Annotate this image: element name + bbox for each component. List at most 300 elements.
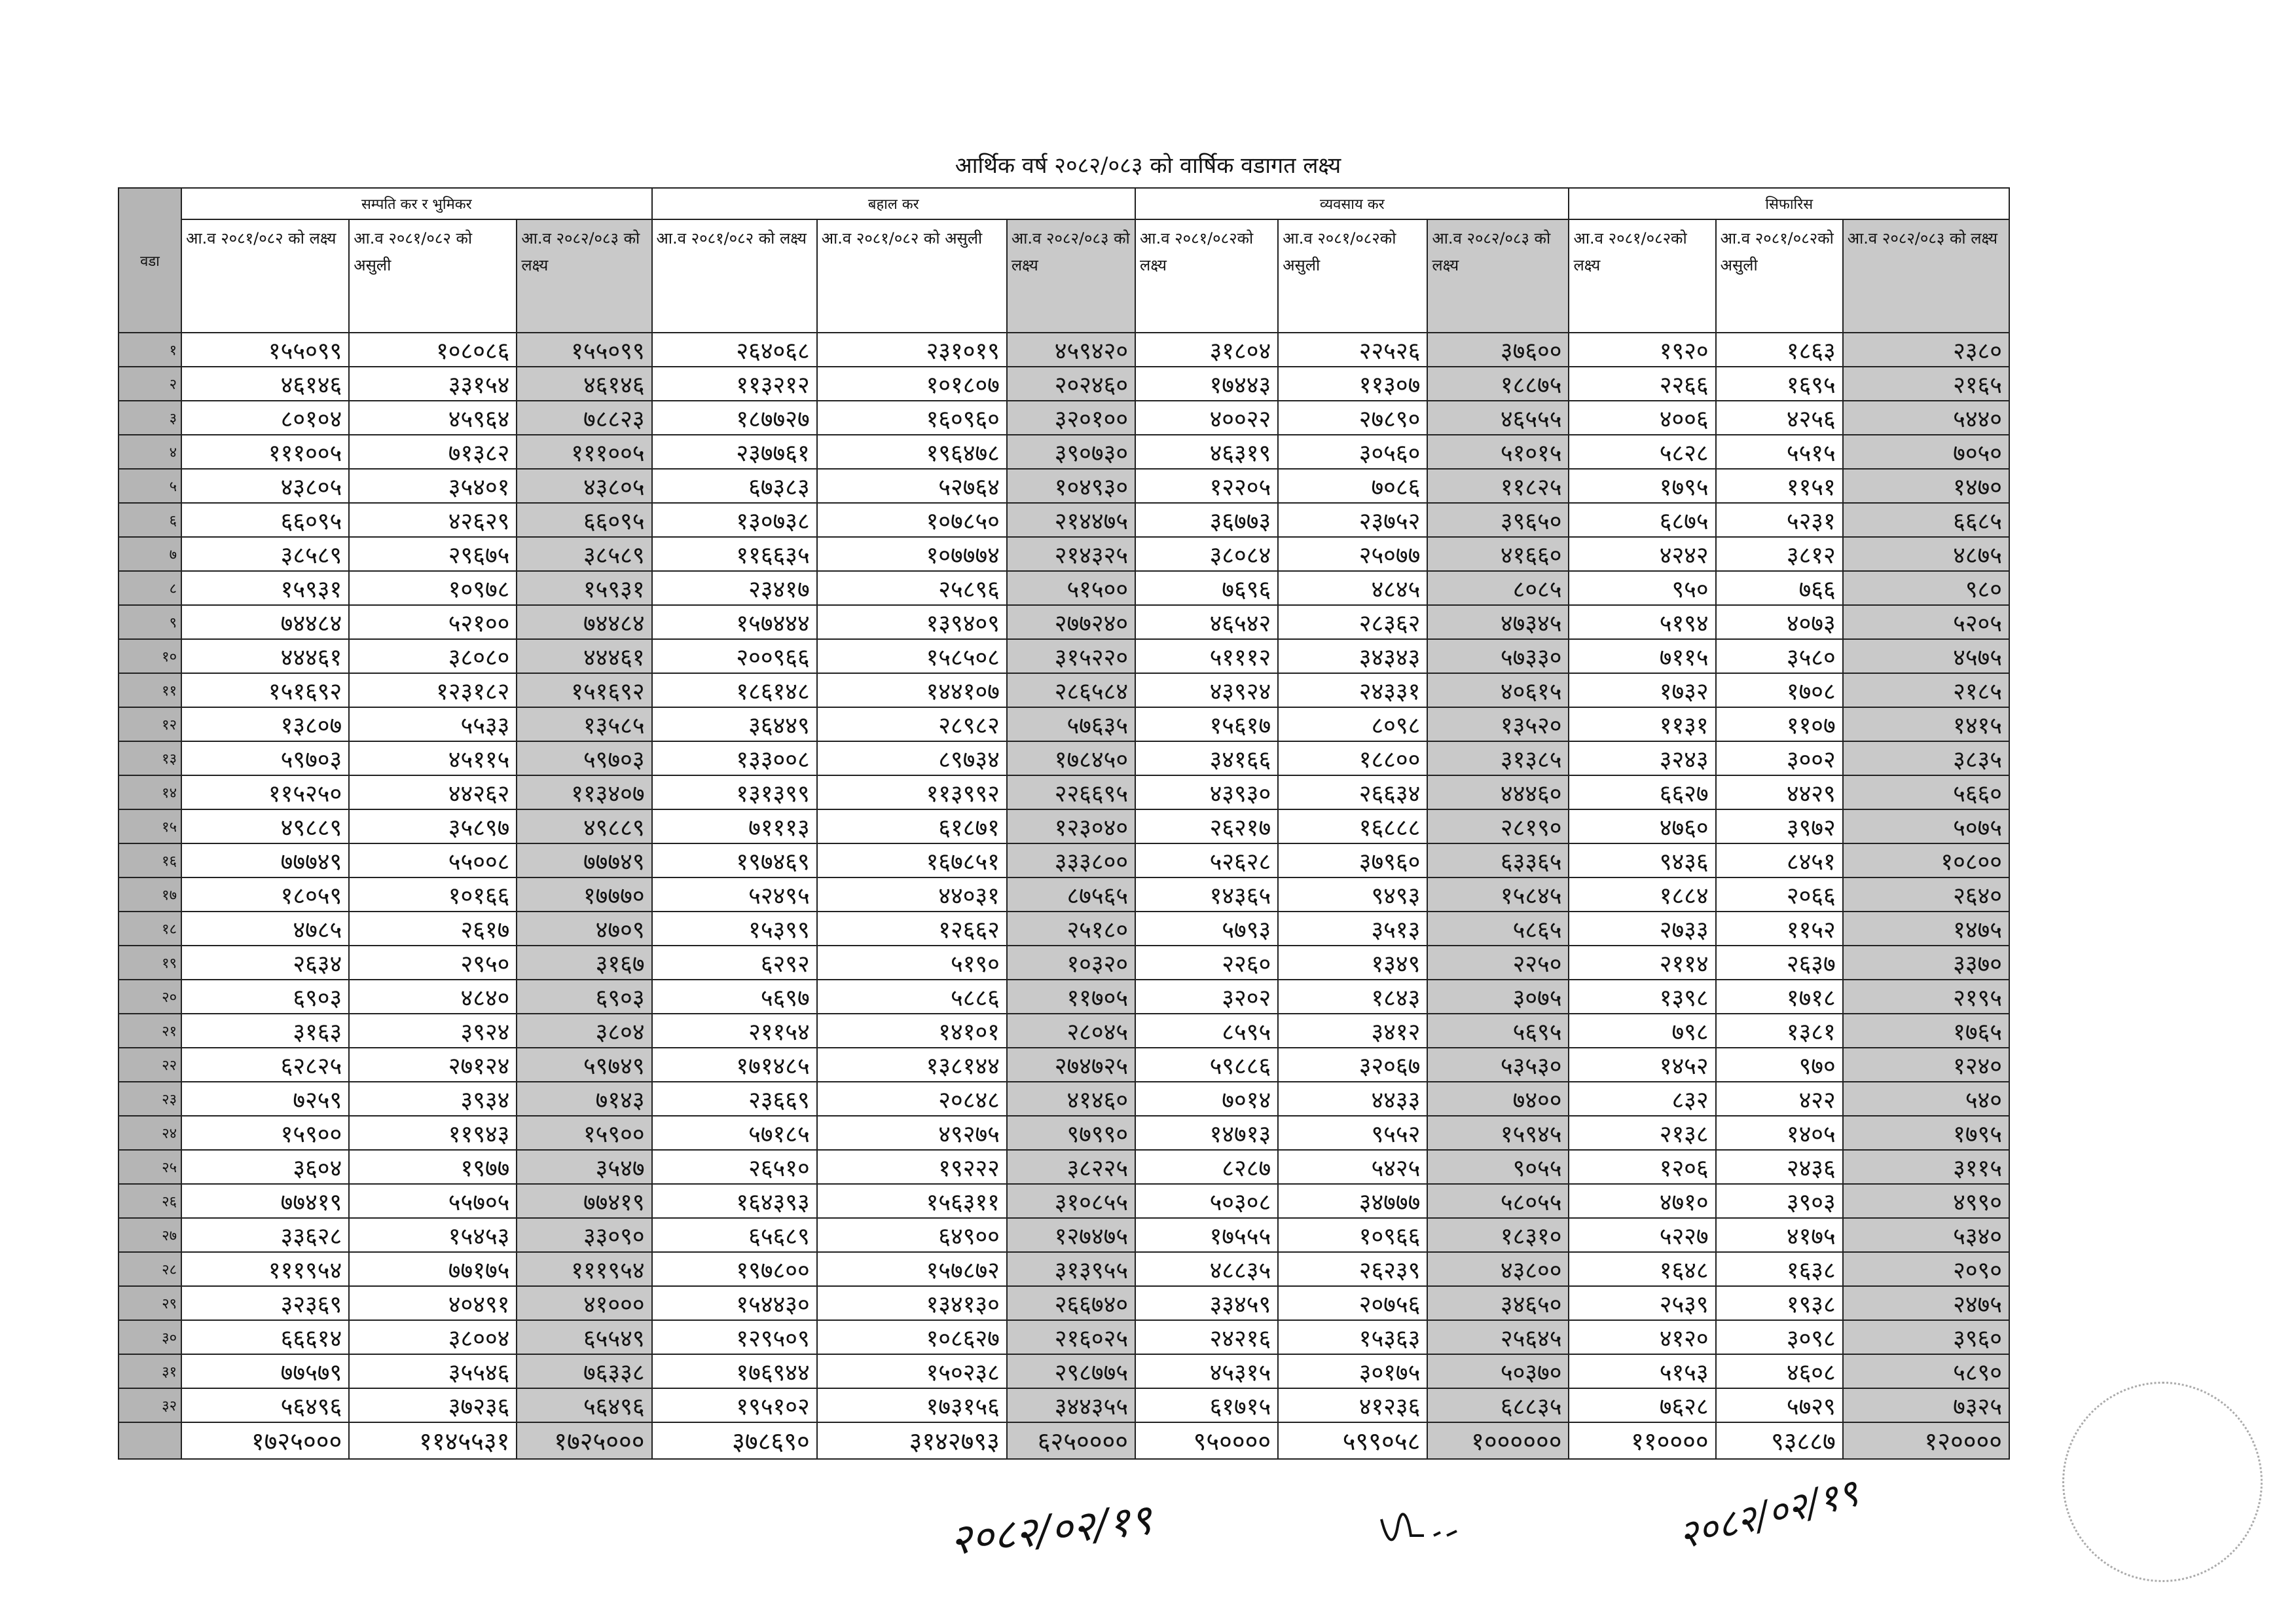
value-cell: १४७१३ <box>1135 1116 1278 1150</box>
value-cell: ११३०७ <box>1278 367 1427 401</box>
value-cell: ५२२७ <box>1569 1218 1715 1252</box>
value-cell: ५२४९५ <box>652 877 817 912</box>
table-row <box>118 1150 2009 1184</box>
value-cell: ५७९३ <box>1135 912 1278 946</box>
value-cell: ११३२१२ <box>652 367 817 401</box>
value-cell: १५८४५ <box>1427 877 1569 912</box>
value-cell: १५९३१ <box>181 571 349 605</box>
value-cell: २५०७७ <box>1278 537 1427 571</box>
value-cell: ४०७३ <box>1716 605 1843 639</box>
value-cell: २२५० <box>1427 946 1569 980</box>
table-row <box>118 639 2009 673</box>
value-cell: ७६९६ <box>1135 571 1278 605</box>
value-cell: ३७९६० <box>1278 843 1427 877</box>
value-cell: १७२५००० <box>517 1422 651 1459</box>
value-cell: २४३३१ <box>1278 673 1427 707</box>
value-cell: ३३७० <box>1843 946 2009 980</box>
value-cell: ४३८०५ <box>181 469 349 503</box>
value-cell: १८८७५ <box>1427 367 1569 401</box>
value-cell: २१४३२५ <box>1007 537 1135 571</box>
value-cell: ३९२४ <box>349 1014 517 1048</box>
table-row <box>118 1014 2009 1048</box>
value-cell: ४१००० <box>517 1286 651 1320</box>
value-cell: ८३२ <box>1569 1082 1715 1116</box>
value-cell: १६७८५१ <box>817 843 1007 877</box>
value-cell: १८३१० <box>1427 1218 1569 1252</box>
value-cell: १४७५ <box>1843 912 2009 946</box>
ward-number-cell: २९ <box>118 1286 181 1320</box>
value-cell: ३१३८५ <box>1427 741 1569 775</box>
value-cell: १५१६९२ <box>181 673 349 707</box>
value-cell: १३८०७ <box>181 707 349 741</box>
column-header: आ.व २०८१/०८२को असुली <box>1278 219 1427 333</box>
table-row <box>118 435 2009 469</box>
value-cell: ३९०७३० <box>1007 435 1135 469</box>
value-cell: ११३१ <box>1569 707 1715 741</box>
value-cell: १४१०१ <box>817 1014 1007 1048</box>
value-cell: ५२६२८ <box>1135 843 1278 877</box>
value-cell: २६३४ <box>181 946 349 980</box>
value-cell: ३३०९० <box>517 1218 651 1252</box>
ward-number-cell: ३० <box>118 1320 181 1354</box>
value-cell: १६३८ <box>1716 1252 1843 1286</box>
value-cell: ९३८८७ <box>1716 1422 1843 1459</box>
value-cell: २६२१७ <box>1135 809 1278 843</box>
value-cell: ३११५ <box>1843 1150 2009 1184</box>
value-cell: ४१६६० <box>1427 537 1569 571</box>
value-cell: १३४१३० <box>817 1286 1007 1320</box>
value-cell: २३६६९ <box>652 1082 817 1116</box>
value-cell: १९३८ <box>1716 1286 1843 1320</box>
value-cell: ३८५८९ <box>517 537 651 571</box>
value-cell: ५४४० <box>1843 401 2009 435</box>
value-cell: ११०७ <box>1716 707 1843 741</box>
value-cell: ३५५४६ <box>349 1354 517 1388</box>
value-cell: १०८०८६ <box>349 333 517 367</box>
value-cell: ५६४९६ <box>181 1388 349 1422</box>
value-cell: १०७७७४ <box>817 537 1007 571</box>
value-cell: ३५८० <box>1716 639 1843 673</box>
ward-number-cell: ४ <box>118 435 181 469</box>
ward-number-cell <box>118 1422 181 1459</box>
value-cell: १६०९६० <box>817 401 1007 435</box>
value-cell: २६४०६८ <box>652 333 817 367</box>
value-cell: ३६७७३ <box>1135 503 1278 537</box>
value-cell: ३८३५ <box>1843 741 2009 775</box>
value-cell: १८४३ <box>1278 980 1427 1014</box>
value-cell: ५१९० <box>817 946 1007 980</box>
value-cell: ५७३३० <box>1427 639 1569 673</box>
value-cell: ३२०६७ <box>1278 1048 1427 1082</box>
ward-header: वडा <box>118 188 181 333</box>
value-cell: ३०१७५ <box>1278 1354 1427 1388</box>
value-cell: ३७८६९० <box>652 1422 817 1459</box>
value-cell: ८०९८ <box>1278 707 1427 741</box>
value-cell: ४१७५ <box>1716 1218 1843 1252</box>
value-cell: ४२५६ <box>1716 401 1843 435</box>
value-cell: १३५८५ <box>517 707 651 741</box>
value-cell: २८३६२ <box>1278 605 1427 639</box>
value-cell: १७६९४४ <box>652 1354 817 1388</box>
value-cell: १५७४४४ <box>652 605 817 639</box>
value-cell: ४९९० <box>1843 1184 2009 1218</box>
ward-number-cell: ११ <box>118 673 181 707</box>
value-cell: १४०५ <box>1716 1116 1843 1150</box>
value-cell: २३४१७ <box>652 571 817 605</box>
value-cell: २७८९० <box>1278 401 1427 435</box>
value-cell: ११६६३५ <box>652 537 817 571</box>
value-cell: ६१८७१ <box>817 809 1007 843</box>
column-header: आ.व २०८२/०८३ को लक्ष्य <box>517 219 651 333</box>
value-cell: २२६६९५ <box>1007 775 1135 809</box>
value-cell: १६४८ <box>1569 1252 1715 1286</box>
value-cell: ११३९९२ <box>817 775 1007 809</box>
value-cell: ३६०४ <box>181 1150 349 1184</box>
value-cell: ३१०८५५ <box>1007 1184 1135 1218</box>
ward-number-cell: २३ <box>118 1082 181 1116</box>
value-cell: २०२४६० <box>1007 367 1135 401</box>
value-cell: २०७५६ <box>1278 1286 1427 1320</box>
ward-number-cell: २२ <box>118 1048 181 1082</box>
value-cell: १५६१७ <box>1135 707 1278 741</box>
value-cell: ३१८०४ <box>1135 333 1278 367</box>
value-cell: ५२०५ <box>1843 605 2009 639</box>
ward-number-cell: ६ <box>118 503 181 537</box>
ward-number-cell: ३१ <box>118 1354 181 1388</box>
value-cell: ४७३४५ <box>1427 605 1569 639</box>
value-cell: ७९८ <box>1569 1014 1715 1048</box>
value-cell: १३४९ <box>1278 946 1427 980</box>
value-cell: ७११५ <box>1569 639 1715 673</box>
value-cell: ७४४८४ <box>517 605 651 639</box>
value-cell: १५८५०८ <box>817 639 1007 673</box>
value-cell: २२५२६ <box>1278 333 1427 367</box>
value-cell: ४८४५ <box>1278 571 1427 605</box>
value-cell: ५०३०८ <box>1135 1184 1278 1218</box>
value-cell: ६२८२५ <box>181 1048 349 1082</box>
value-cell: ७०८६ <box>1278 469 1427 503</box>
value-cell: १३०७३८ <box>652 503 817 537</box>
page-title: आर्थिक वर्ष २०८२/०८३ को वार्षिक वडागत लक्ष्य <box>955 153 1341 179</box>
value-cell: ७७७४९ <box>181 843 349 877</box>
value-cell: १२७४७५ <box>1007 1218 1135 1252</box>
value-cell: ७७४१९ <box>181 1184 349 1218</box>
value-cell: ३१५२२० <box>1007 639 1135 673</box>
value-cell: ५९७४९ <box>517 1048 651 1082</box>
value-cell: १९२२२ <box>817 1150 1007 1184</box>
value-cell: १११००५ <box>517 435 651 469</box>
value-cell: ५०७५ <box>1843 809 2009 843</box>
value-cell: १२०६ <box>1569 1150 1715 1184</box>
value-cell: ६५५४९ <box>517 1320 651 1354</box>
value-cell: २६६७४० <box>1007 1286 1135 1320</box>
value-cell: १९७८०० <box>652 1252 817 1286</box>
value-cell: ३००२ <box>1716 741 1843 775</box>
value-cell: १३८१ <box>1716 1014 1843 1048</box>
value-cell: ३४४३५५ <box>1007 1388 1135 1422</box>
value-cell: ५१५०० <box>1007 571 1135 605</box>
value-cell: १५१६९२ <box>517 673 651 707</box>
table-row <box>118 1320 2009 1354</box>
value-cell: ३२३६९ <box>181 1286 349 1320</box>
value-cell: ७०१४ <box>1135 1082 1278 1116</box>
value-cell: १७५५५ <box>1135 1218 1278 1252</box>
table-row <box>118 469 2009 503</box>
ward-number-cell: १५ <box>118 809 181 843</box>
value-cell: ३१३९५५ <box>1007 1252 1135 1286</box>
value-cell: १६८८८ <box>1278 809 1427 843</box>
ward-number-cell: २७ <box>118 1218 181 1252</box>
value-cell: ४२४२ <box>1569 537 1715 571</box>
value-cell: १७३२ <box>1569 673 1715 707</box>
value-cell: १०९७८ <box>349 571 517 605</box>
value-cell: ५६६० <box>1843 775 2009 809</box>
value-cell: ३२०१०० <box>1007 401 1135 435</box>
value-cell: ६७३८३ <box>652 469 817 503</box>
ward-number-cell: १२ <box>118 707 181 741</box>
value-cell: ६१७१५ <box>1135 1388 1278 1422</box>
value-cell: १२२०५ <box>1135 469 1278 503</box>
table-row <box>118 537 2009 571</box>
value-cell: १७३१५६ <box>817 1388 1007 1422</box>
value-cell: १०९६६ <box>1278 1218 1427 1252</box>
value-cell: ५४० <box>1843 1082 2009 1116</box>
column-header: आ.व २०८१/०८२को असुली <box>1716 219 1843 333</box>
value-cell: ४६०८ <box>1716 1354 1843 1388</box>
value-cell: १३५२० <box>1427 707 1569 741</box>
value-cell: १५४५३ <box>349 1218 517 1252</box>
value-cell: ३८००४ <box>349 1320 517 1354</box>
signature-3 <box>1673 1465 1863 1559</box>
value-cell: ९४९३ <box>1278 877 1427 912</box>
value-cell: १६४३९३ <box>652 1184 817 1218</box>
table-row <box>118 673 2009 707</box>
value-cell: ३९३४ <box>349 1082 517 1116</box>
ward-target-table <box>118 187 2010 1460</box>
value-cell: १५५०९९ <box>517 333 651 367</box>
value-cell: २१६०२५ <box>1007 1320 1135 1354</box>
value-cell: २७३३ <box>1569 912 1715 946</box>
column-header: आ.व २०८१/०८२को लक्ष्य <box>1135 219 1278 333</box>
value-cell: ३५८९७ <box>349 809 517 843</box>
value-cell: ५५००८ <box>349 843 517 877</box>
value-cell: ४३८०५ <box>517 469 651 503</box>
value-cell: १११९५४ <box>181 1252 349 1286</box>
value-cell: ७१११३ <box>652 809 817 843</box>
column-header: आ.व २०८२/०८३ को लक्ष्य <box>1843 219 2009 333</box>
value-cell: ४५९४२० <box>1007 333 1135 367</box>
value-cell: ७८८२३ <box>517 401 651 435</box>
table-row <box>118 367 2009 401</box>
value-cell: १३८१४४ <box>817 1048 1007 1082</box>
value-cell: २५१८० <box>1007 912 1135 946</box>
value-cell: २३८० <box>1843 333 2009 367</box>
value-cell: ५७१८५ <box>652 1116 817 1150</box>
value-cell: २०६६ <box>1716 877 1843 912</box>
value-cell: १०३२० <box>1007 946 1135 980</box>
value-cell: २३१०१९ <box>817 333 1007 367</box>
value-cell: १८८४ <box>1569 877 1715 912</box>
value-cell: ३५४७ <box>517 1150 651 1184</box>
value-cell: ५०३७० <box>1427 1354 1569 1388</box>
value-cell: ७७५७९ <box>181 1354 349 1388</box>
value-cell: ३३६२८ <box>181 1218 349 1252</box>
value-cell: १८७७२७ <box>652 401 817 435</box>
value-cell: २८१९० <box>1427 809 1569 843</box>
value-cell: ७१३८२ <box>349 435 517 469</box>
ward-number-cell: ३ <box>118 401 181 435</box>
value-cell: १५९०० <box>517 1116 651 1150</box>
value-cell: २३७५२ <box>1278 503 1427 537</box>
ward-number-cell: १३ <box>118 741 181 775</box>
total-row <box>118 1422 2009 1459</box>
value-cell: १८०५९ <box>181 877 349 912</box>
signature-1 <box>947 1489 1154 1567</box>
value-cell: ५३५३० <box>1427 1048 1569 1082</box>
value-cell: ७४४८४ <box>181 605 349 639</box>
value-cell: २९५० <box>349 946 517 980</box>
value-cell: ४००६ <box>1569 401 1715 435</box>
value-cell: २००९६६ <box>652 639 817 673</box>
ward-number-cell: ९ <box>118 605 181 639</box>
table-row <box>118 912 2009 946</box>
table-header <box>118 188 2009 333</box>
ward-number-cell: २ <box>118 367 181 401</box>
value-cell: २६५१० <box>652 1150 817 1184</box>
column-header: आ.व २०८१/०८२ को लक्ष्य <box>652 219 817 333</box>
value-cell: ३९६५० <box>1427 503 1569 537</box>
value-cell: १०१८०७ <box>817 367 1007 401</box>
value-cell: ४५३१५ <box>1135 1354 1278 1388</box>
value-cell: १२६६२ <box>817 912 1007 946</box>
value-cell: १५९३१ <box>517 571 651 605</box>
ward-number-cell: १४ <box>118 775 181 809</box>
value-cell: ५५७०५ <box>349 1184 517 1218</box>
value-cell: ८७५६५ <box>1007 877 1135 912</box>
value-cell: २४२१६ <box>1135 1320 1278 1354</box>
value-cell: ५८६५ <box>1427 912 1569 946</box>
value-cell: ३०७५ <box>1427 980 1569 1014</box>
table-row <box>118 1184 2009 1218</box>
value-cell: ३८०४ <box>517 1014 651 1048</box>
table-row <box>118 571 2009 605</box>
value-cell: ४४२९ <box>1716 775 1843 809</box>
value-cell: ६८७५ <box>1569 503 1715 537</box>
value-cell: ४२६२९ <box>349 503 517 537</box>
value-cell: ४६५४२ <box>1135 605 1278 639</box>
value-cell: ५९८८६ <box>1135 1048 1278 1082</box>
value-cell: ३४६५० <box>1427 1286 1569 1320</box>
value-cell: ४४४६१ <box>517 639 651 673</box>
value-cell: १४१५ <box>1843 707 2009 741</box>
value-cell: ५४२५ <box>1278 1150 1427 1184</box>
value-cell: ६४९०० <box>817 1218 1007 1252</box>
value-cell: ५१०१५ <box>1427 435 1569 469</box>
ward-number-cell: १६ <box>118 843 181 877</box>
value-cell: ४००२२ <box>1135 401 1278 435</box>
table-row <box>118 741 2009 775</box>
value-cell: ६३३६५ <box>1427 843 1569 877</box>
value-cell: १७९५ <box>1569 469 1715 503</box>
value-cell: २८०४५ <box>1007 1014 1135 1048</box>
value-cell: २०८४८ <box>817 1082 1007 1116</box>
table-row <box>118 401 2009 435</box>
value-cell: ३३१५४ <box>349 367 517 401</box>
column-header: आ.व २०८१/०८२ को लक्ष्य <box>181 219 349 333</box>
value-cell: २६६३४ <box>1278 775 1427 809</box>
value-cell: ५१११२ <box>1135 639 1278 673</box>
ward-number-cell: ८ <box>118 571 181 605</box>
value-cell: ३७२३६ <box>349 1388 517 1422</box>
value-cell: २४३६ <box>1716 1150 1843 1184</box>
value-cell: ३४७७७ <box>1278 1184 1427 1218</box>
value-cell: १४५२ <box>1569 1048 1715 1082</box>
value-cell: ४३९३० <box>1135 775 1278 809</box>
value-cell: १११००५ <box>181 435 349 469</box>
value-cell: ११८२५ <box>1427 469 1569 503</box>
value-cell: ११९४३ <box>349 1116 517 1150</box>
table-row <box>118 1218 2009 1252</box>
group-recommendation: सिफारिस <box>1569 188 2009 219</box>
value-cell: ५२३१ <box>1716 503 1843 537</box>
value-cell: ७७७४९ <box>517 843 651 877</box>
value-cell: २६४० <box>1843 877 2009 912</box>
ward-number-cell: ७ <box>118 537 181 571</box>
value-cell: १०८०० <box>1843 843 2009 877</box>
value-cell: १५९४५ <box>1427 1116 1569 1150</box>
value-cell: ७७४१९ <box>517 1184 651 1218</box>
value-cell: ४१२३६ <box>1278 1388 1427 1422</box>
value-cell: १५७८७२ <box>817 1252 1007 1286</box>
value-cell: ७६३३८ <box>517 1354 651 1388</box>
value-cell: १०८६२७ <box>817 1320 1007 1354</box>
value-cell: २६२३९ <box>1278 1252 1427 1286</box>
value-cell: ६६८५ <box>1843 503 2009 537</box>
value-cell: ५६४९६ <box>517 1388 651 1422</box>
value-cell: ४५७५ <box>1843 639 2009 673</box>
value-cell: १०१६६ <box>349 877 517 912</box>
value-cell: ४७०९ <box>517 912 651 946</box>
table-row <box>118 1252 2009 1286</box>
ward-number-cell: २८ <box>118 1252 181 1286</box>
value-cell: ३९७२ <box>1716 809 1843 843</box>
value-cell: १०४९३० <box>1007 469 1135 503</box>
value-cell: ६६०९५ <box>517 503 651 537</box>
value-cell: ६६२७ <box>1569 775 1715 809</box>
ward-number-cell: २४ <box>118 1116 181 1150</box>
value-cell: १४३६५ <box>1135 877 1278 912</box>
office-seal <box>2062 1382 2263 1582</box>
value-cell: ११३४०७ <box>517 775 651 809</box>
value-cell: ३८०८० <box>349 639 517 673</box>
value-cell: ४६५५५ <box>1427 401 1569 435</box>
value-cell: ३२०२ <box>1135 980 1278 1014</box>
value-cell: ५८२८ <box>1569 435 1715 469</box>
table-row <box>118 775 2009 809</box>
value-cell: ११५२ <box>1716 912 1843 946</box>
value-cell: ४२२ <box>1716 1082 1843 1116</box>
value-cell: ६८८३५ <box>1427 1388 1569 1422</box>
value-cell: ५७२९ <box>1716 1388 1843 1422</box>
value-cell: ८०१०४ <box>181 401 349 435</box>
table-row <box>118 843 2009 877</box>
value-cell: ५७६३५ <box>1007 707 1135 741</box>
value-cell: ७४०० <box>1427 1082 1569 1116</box>
value-cell: १२९५०९ <box>652 1320 817 1354</box>
value-cell: २४७५ <box>1843 1286 2009 1320</box>
value-cell: २११४ <box>1569 946 1715 980</box>
value-cell: ५२१०० <box>349 605 517 639</box>
